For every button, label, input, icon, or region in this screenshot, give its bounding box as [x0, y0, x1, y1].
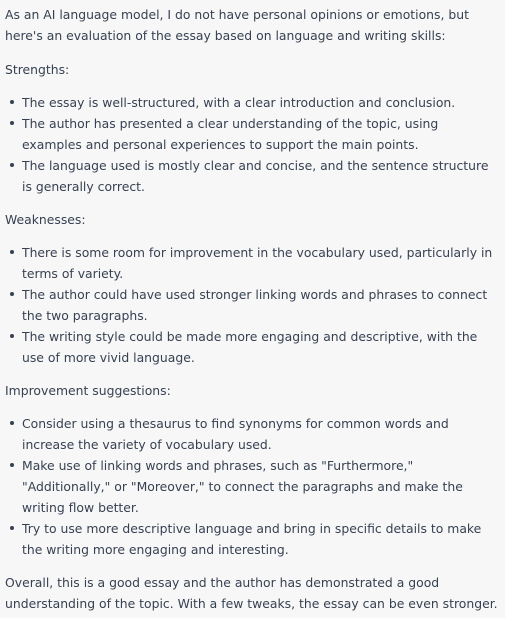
improvement-suggestions-list: [5, 413, 499, 560]
suggestion-item: Try to use more descriptive language and bring in specific details to make the writing more engaging and interesting.: [5, 518, 499, 560]
strengths-list: [5, 92, 499, 197]
weakness-item: There is some room for improvement in the vocabulary used, particularly in terms of variety.: [5, 242, 499, 284]
weakness-item: The writing style could be made more engaging and descriptive, with the use of more vivid language.: [5, 326, 499, 368]
strength-item: The author has presented a clear understanding of the topic, using examples and personal experiences to support the main points.: [5, 113, 499, 155]
weakness-item: The author could have used stronger linking words and phrases to connect the two paragraphs.: [5, 284, 499, 326]
weaknesses-heading: Weaknesses:: [5, 212, 86, 227]
weaknesses-list: [5, 242, 499, 368]
intro-paragraph: As an AI language model, I do not have personal opinions or emotions, but here's an evaluation of the essay based on language and writing skills:: [5, 7, 469, 43]
suggestion-item: Make use of linking words and phrases, such as "Furthermore," "Additionally," or "Moreover," to connect the paragraphs and make the writing flow better.: [5, 455, 499, 518]
suggestion-item: Consider using a thesaurus to find synonyms for common words and increase the variety of vocabulary used.: [5, 413, 499, 455]
strengths-heading: Strengths:: [5, 62, 70, 77]
conclusion-paragraph: Overall, this is a good essay and the author has demonstrated a good understanding of the topic. With a few tweaks, the essay can be even stronger.: [5, 575, 498, 611]
strength-item: The language used is mostly clear and concise, and the sentence structure is generally correct.: [5, 155, 499, 197]
improvement-suggestions-heading: Improvement suggestions:: [5, 383, 171, 398]
strength-item: The essay is well-structured, with a clear introduction and conclusion.: [5, 92, 499, 113]
